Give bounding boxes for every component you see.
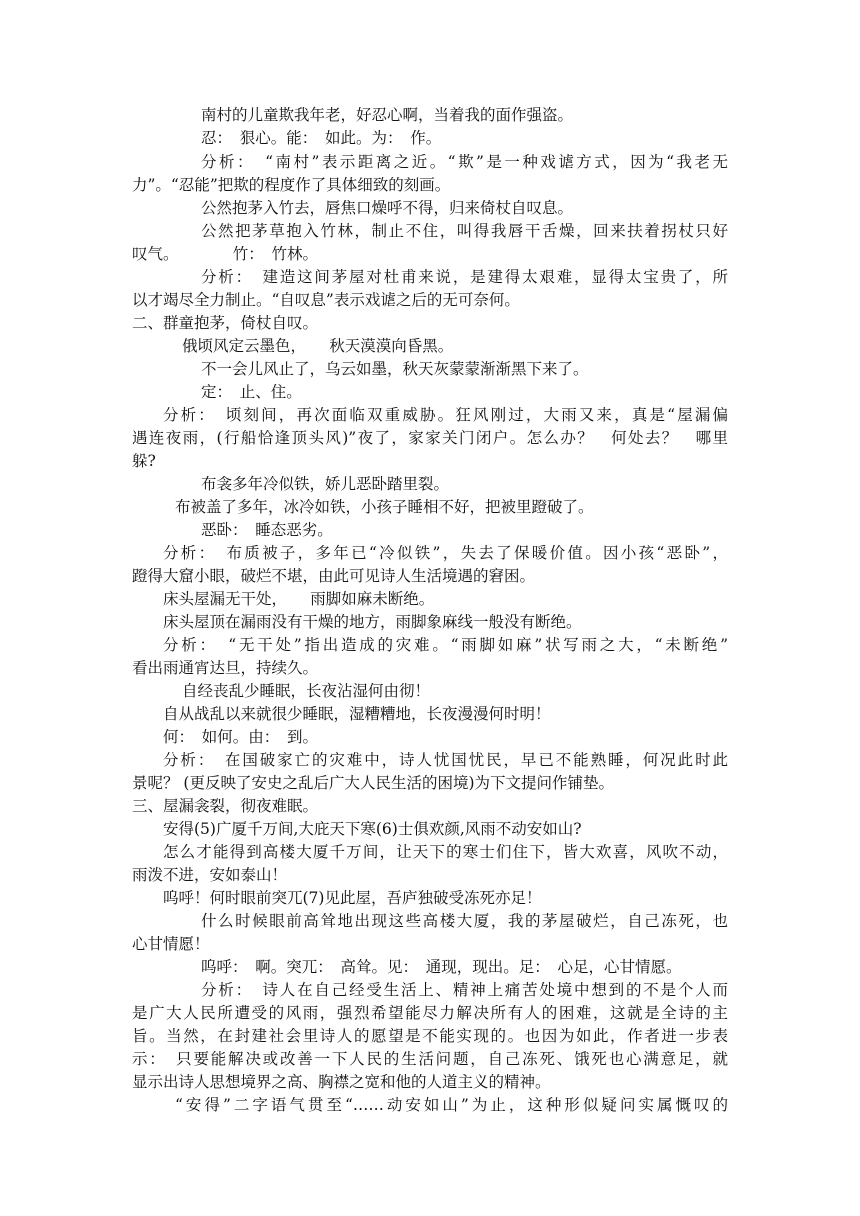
text-line: 公然把茅草抱入竹林，制止不住，叫得我唇干舌燥，回来扶着拐杖只好 <box>201 222 728 240</box>
text-line: 南村的儿童欺我年老，好忍心啊，当着我的面作强盗。 <box>201 106 574 124</box>
text-line: 分析： “南村”表示距离之近。“欺”是一种戏谑方式，因为“我老无 <box>201 153 728 171</box>
text-line: 公然抱茅入竹去，唇焦口燥呼不得，归来倚杖自叹息。 <box>201 199 574 217</box>
text-line: 分析： “无干处”指出造成的灾难。“雨脚如麻”状写雨之大，“未断绝” <box>163 636 728 654</box>
text-line: 心甘情愿！ <box>132 935 210 953</box>
text-line: 分析： 诗人在自己经受生活上、精神上痛苦处境中想到的不是个人而 <box>201 981 728 999</box>
poem-line: 床头屋漏无干处， 雨脚如麻未断绝。 <box>163 590 435 608</box>
text-line: 旨。当然，在封建社会里诗人的愿望是不能实现的。也因为如此，作者进一步表 <box>132 1027 728 1045</box>
text-line: 定： 止、住。 <box>201 383 302 401</box>
text-line: 景呢？ (更反映了安史之乱后广大人民生活的困境)为下文提问作铺垫。 <box>132 774 615 792</box>
text-line: 遇连夜雨，(行船恰逢顶头风)”夜了，家家关门闭户。怎么办？ 何处去？ 哪里 <box>132 429 728 447</box>
text-line: 分析： 建造这间茅屋对杜甫来说，是建得太艰难，显得太宝贵了，所 <box>201 268 728 286</box>
poem-line: 自经丧乱少睡眠，长夜沾湿何由彻！ <box>182 682 431 700</box>
poem-line: 布衾多年冷似铁，娇儿恶卧踏里裂。 <box>201 475 450 493</box>
text-line: 是广大人民所遭受的风雨，强烈希望能尽力解决所有人的困难，这就是全诗的主 <box>132 1004 728 1022</box>
section-heading: 二、群童抱茅，倚杖自叹。 <box>132 314 319 332</box>
text-line: 蹬得大窟小眼，破烂不堪，由此可见诗人生活境遇的窘困。 <box>132 567 536 585</box>
poem-line: 安得(5)广厦千万间,大庇天下寒(6)士俱欢颜,风雨不动安如山? <box>163 820 582 838</box>
text-line: 分析： 布质被子，多年已“冷似铁”，失去了保暖价值。因小孩“恶卧”， <box>163 544 728 562</box>
text-line: “安得”二字语气贯至“……动安如山”为止，这种形似疑问实属慨叹的 <box>175 1096 728 1114</box>
text-line: 力”。“忍能”把欺的程度作了具体细致的刻画。 <box>132 176 451 194</box>
text-line: 显示出诗人思想境界之高、胸襟之宽和他的人道主义的精神。 <box>132 1073 551 1091</box>
text-line: 看出雨通宵达旦，持续久。 <box>132 659 319 677</box>
text-line: 躲? <box>132 452 156 470</box>
text-line: 忍： 狠心。能： 如此。为： 作。 <box>201 129 442 147</box>
text-line: 分析： 顷刻间，再次面临双重威胁。狂风刚过，大雨又来，真是“屋漏偏 <box>163 406 728 424</box>
text-line: 示： 只要能解决或改善一下人民的生活问题，自己冻死、饿死也心满意足，就 <box>132 1050 728 1068</box>
text-line: 恶卧： 睡态恶劣。 <box>201 521 333 539</box>
text-line: 分析： 在国破家亡的灾难中，诗人忧国忧民，早已不能熟睡，何况此时此 <box>163 751 728 769</box>
text-line: 怎么才能得到高楼大厦千万间，让天下的寒士们住下，皆大欢喜，风吹不动， <box>163 843 728 861</box>
text-line: 呜呼： 啊。突兀： 高耸。见： 通现，现出。足： 心足，心甘情愿。 <box>201 958 682 976</box>
text-line: 不一会儿风止了，乌云如墨，秋天灰蒙蒙渐渐黑下来了。 <box>201 360 589 378</box>
text-line: 自从战乱以来就很少睡眠，湿糟糟地，长夜漫漫何时明！ <box>163 705 551 723</box>
poem-line: 俄顷风定云墨色， 秋天漠漠向昏黑。 <box>182 337 454 355</box>
text-line: 以才竭尽全力制止。“自叹息”表示戏谑之后的无可奈何。 <box>132 291 520 309</box>
text-line: 雨泼不进，安如泰山！ <box>132 866 288 884</box>
text-line: 什么时候眼前高耸地出现这些高楼大厦，我的茅屋破烂，自己冻死，也 <box>201 912 728 930</box>
section-heading: 三、屋漏衾裂，彻夜难眠。 <box>132 797 319 815</box>
text-line: 何： 如何。由： 到。 <box>163 728 319 746</box>
text-line: 布被盖了多年，冰冷如铁，小孩子睡相不好，把被里蹬破了。 <box>175 498 594 516</box>
poem-line: 呜呼！何时眼前突兀(7)见此屋，吾庐独破受冻死亦足！ <box>163 889 542 907</box>
text-line: 床头屋顶在漏雨没有干燥的地方，雨脚象麻线一般没有断绝。 <box>163 613 582 631</box>
text-line: 叹气。 竹： 竹林。 <box>132 245 319 263</box>
